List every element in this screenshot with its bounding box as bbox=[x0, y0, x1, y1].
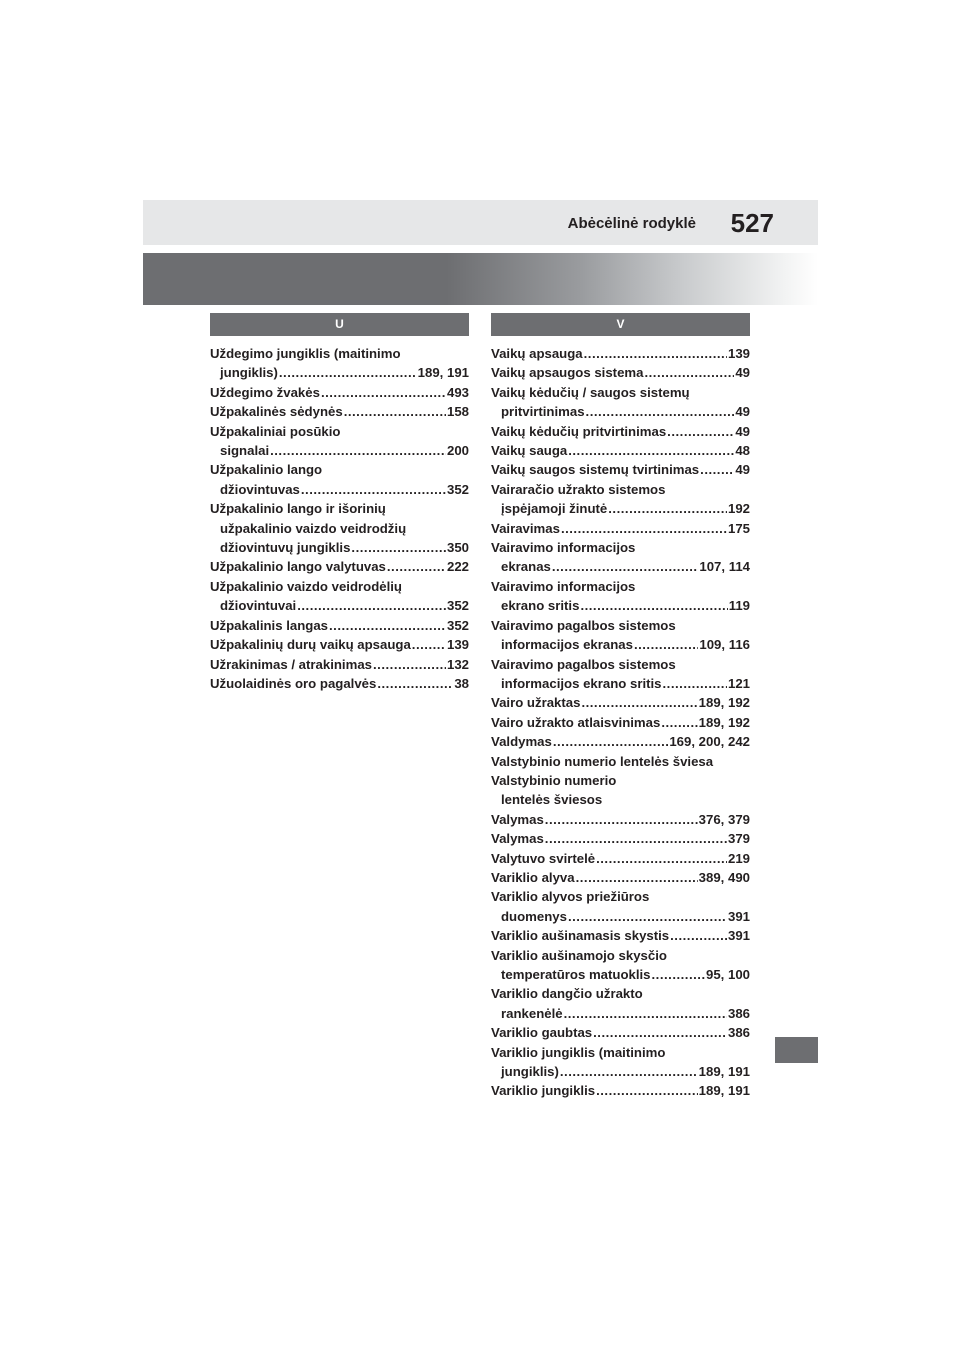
index-entry-term: džiovintuvai bbox=[220, 598, 297, 614]
page-reference: 121 bbox=[727, 675, 750, 691]
index-entry bbox=[491, 829, 750, 848]
index-entry-line bbox=[491, 577, 750, 596]
index-entry-term: Užpakaliniai posūkio bbox=[210, 423, 341, 439]
index-entry-term: Užrakinimas / atrakinimas bbox=[210, 656, 372, 672]
index-entry-line bbox=[210, 538, 469, 557]
page-reference: 189, 191 bbox=[417, 365, 469, 381]
index-entry bbox=[491, 577, 750, 616]
index-entry-term: jungiklis) bbox=[501, 1064, 559, 1080]
index-entry-line bbox=[491, 344, 750, 363]
index-entry-term: Variklio gaubtas bbox=[491, 1025, 593, 1041]
index-entry-line bbox=[491, 519, 750, 538]
index-entry-line bbox=[491, 1062, 750, 1081]
page-reference: 219 bbox=[727, 850, 750, 866]
index-entry-term: Valstybinio numerio lentelės šviesa bbox=[491, 753, 714, 769]
index-entry-line bbox=[491, 732, 750, 751]
page-reference: 139 bbox=[727, 346, 750, 361]
index-entry bbox=[491, 363, 750, 382]
index-entry-line bbox=[210, 422, 469, 441]
index-entry bbox=[210, 344, 469, 383]
index-column-v bbox=[491, 313, 750, 1101]
dot-leader bbox=[568, 907, 727, 926]
index-entry-term: Užpakalinio lango valytuvas bbox=[210, 559, 386, 575]
page-reference: 352 bbox=[446, 617, 469, 633]
index-entry-line bbox=[210, 635, 469, 654]
page-reference: 49 bbox=[735, 462, 750, 478]
index-entry-term: Variklio jungiklis bbox=[491, 1083, 596, 1099]
index-entry-line bbox=[491, 887, 750, 906]
dot-leader bbox=[412, 635, 446, 654]
index-entry-term: Vairo užrakto atlaisvinimas bbox=[491, 714, 661, 730]
index-entry-term: Uždegimo žvakės bbox=[210, 384, 320, 400]
page-reference: 109, 116 bbox=[699, 637, 750, 653]
index-entry bbox=[491, 519, 750, 538]
index-entry-line bbox=[210, 519, 469, 538]
dot-leader bbox=[387, 557, 446, 576]
index-entry-line bbox=[210, 460, 469, 479]
index-entry-term: Vairavimo pagalbos sistemos bbox=[491, 656, 676, 672]
index-entry bbox=[210, 422, 469, 461]
page-reference: 175 bbox=[727, 520, 750, 536]
index-entry-term: Vaikų apsaugos sistema bbox=[491, 365, 644, 381]
index-entry bbox=[491, 344, 750, 363]
index-entry-line bbox=[491, 635, 750, 654]
index-entry-line bbox=[210, 402, 469, 421]
dot-leader bbox=[584, 344, 727, 363]
index-entry-line bbox=[491, 460, 750, 479]
index-entry bbox=[491, 538, 750, 577]
index-entry-term: informacijos ekrano sritis bbox=[501, 675, 662, 691]
dot-leader bbox=[552, 557, 699, 576]
index-entry-term: Variklio dangčio užrakto bbox=[491, 986, 643, 1002]
index-entry bbox=[491, 480, 750, 519]
dot-leader bbox=[580, 596, 727, 615]
page-reference: 389, 490 bbox=[698, 869, 750, 885]
dot-leader bbox=[634, 635, 698, 654]
dot-leader bbox=[377, 674, 453, 693]
index-entry-term: Vaikų sauga bbox=[491, 443, 568, 459]
page-reference: 169, 200, 242 bbox=[669, 734, 750, 750]
index-entry-line bbox=[491, 422, 750, 441]
index-entry-line bbox=[491, 363, 750, 382]
index-entry bbox=[491, 752, 750, 771]
section-gradient-band bbox=[143, 253, 818, 305]
page-reference: 119 bbox=[728, 598, 750, 614]
index-entry-term: jungiklis) bbox=[220, 365, 278, 381]
index-entry-line bbox=[210, 441, 469, 460]
page-reference: 200 bbox=[446, 443, 469, 459]
index-entry-line bbox=[491, 1043, 750, 1062]
index-entry bbox=[210, 577, 469, 616]
index-entry-line bbox=[491, 868, 750, 887]
index-entry bbox=[491, 713, 750, 732]
index-entry-term: Užpakalinio lango ir išorinių bbox=[210, 501, 386, 517]
index-entry-line bbox=[491, 713, 750, 732]
index-entry-term: Valymas bbox=[491, 811, 544, 827]
index-entry-term: temperatūros matuoklis bbox=[501, 967, 651, 982]
index-entry-line bbox=[210, 596, 469, 615]
index-entry-term: Vairo užraktas bbox=[491, 695, 581, 711]
letter-heading-u: U bbox=[210, 313, 469, 336]
index-entry bbox=[491, 693, 750, 712]
index-entry bbox=[491, 1081, 750, 1100]
index-entry-term: Variklio jungiklis (maitinimo bbox=[491, 1044, 666, 1060]
index-entry bbox=[491, 460, 750, 479]
index-entry-line bbox=[491, 790, 750, 809]
index-entry bbox=[491, 383, 750, 422]
index-entry-line bbox=[491, 926, 750, 945]
index-entry-line bbox=[491, 557, 750, 576]
index-entry bbox=[210, 674, 469, 693]
index-entry-term: Vaikų apsauga bbox=[491, 346, 583, 361]
dot-leader bbox=[652, 965, 706, 984]
index-entry-term: pritvirtinimas bbox=[501, 404, 585, 420]
dot-leader bbox=[568, 441, 734, 460]
page-reference: 222 bbox=[446, 559, 469, 575]
index-entry bbox=[491, 1043, 750, 1082]
dot-leader bbox=[553, 732, 668, 751]
page-reference: 189, 192 bbox=[698, 695, 750, 711]
dot-leader bbox=[670, 926, 727, 945]
index-entry bbox=[210, 402, 469, 421]
index-entry-term: Uždegimo jungiklis (maitinimo bbox=[210, 346, 401, 361]
index-entry-term: Užpakalinis langas bbox=[210, 617, 328, 633]
letter-heading-v: V bbox=[491, 313, 750, 336]
index-entry-line bbox=[491, 693, 750, 712]
index-entry bbox=[210, 383, 469, 402]
page-reference: 352 bbox=[446, 598, 469, 614]
page-reference: 189, 191 bbox=[698, 1064, 750, 1080]
dot-leader bbox=[667, 422, 734, 441]
page-reference: 376, 379 bbox=[698, 811, 750, 827]
index-entry-term: Variklio alyva bbox=[491, 869, 575, 885]
page-reference: 107, 114 bbox=[699, 559, 750, 575]
index-entry-term: Užpakalinės sėdynės bbox=[210, 404, 343, 420]
index-entry bbox=[491, 441, 750, 460]
dot-leader bbox=[344, 402, 446, 421]
index-entry-line bbox=[210, 616, 469, 635]
index-entry-term: ekrano sritis bbox=[501, 598, 580, 614]
dot-leader bbox=[586, 402, 735, 421]
index-entry bbox=[491, 849, 750, 868]
index-entry bbox=[491, 616, 750, 655]
dot-leader bbox=[373, 655, 446, 674]
dot-leader bbox=[596, 849, 727, 868]
index-entry bbox=[491, 771, 750, 810]
index-entry-term: Valstybinio numerio bbox=[491, 772, 617, 788]
dot-leader bbox=[661, 713, 697, 732]
index-entry-term: Vairavimo pagalbos sistemos bbox=[491, 617, 676, 633]
dot-leader bbox=[329, 616, 446, 635]
index-entry-term: įspėjamoji žinutė bbox=[501, 501, 608, 517]
dot-leader bbox=[301, 480, 446, 499]
index-entry-term: Vaikų saugos sistemų tvirtinimas bbox=[491, 462, 700, 478]
index-entry-term: Vairavimo informacijos bbox=[491, 540, 636, 556]
page-reference: 391 bbox=[727, 928, 750, 944]
index-entry-term: Užpakalinio vaizdo veidrodėlių bbox=[210, 578, 402, 594]
index-entry-term: Variklio aušinamojo skysčio bbox=[491, 947, 667, 963]
index-entry-line bbox=[491, 1004, 750, 1023]
index-entry-term: Valdymas bbox=[491, 734, 552, 750]
dot-leader bbox=[270, 441, 446, 460]
index-entry-line bbox=[210, 344, 469, 363]
index-entry-term: ekranas bbox=[501, 559, 551, 575]
index-entry-line bbox=[210, 655, 469, 674]
page-reference: 352 bbox=[446, 481, 469, 497]
index-entry-term: Užuolaidinės oro pagalvės bbox=[210, 675, 377, 691]
index-entry-term: Vairaračio užrakto sistemos bbox=[491, 481, 666, 497]
page-reference: 386 bbox=[727, 1025, 750, 1041]
dot-leader bbox=[545, 829, 727, 848]
index-entry-term: Vaikų kėdučių pritvirtinimas bbox=[491, 423, 667, 439]
index-entry-term: džiovintuvų jungiklis bbox=[220, 540, 351, 556]
page-header bbox=[143, 200, 818, 245]
index-column-u bbox=[210, 313, 469, 693]
index-entry bbox=[491, 655, 750, 694]
page-reference: 48 bbox=[735, 443, 750, 459]
index-entry bbox=[491, 887, 750, 926]
index-entry-term: Variklio aušinamasis skystis bbox=[491, 928, 670, 944]
index-entry-line bbox=[491, 441, 750, 460]
page-reference: 38 bbox=[454, 675, 469, 691]
index-entry-term: Vairavimo informacijos bbox=[491, 578, 636, 594]
page-reference: 350 bbox=[446, 540, 469, 556]
page-header-title: Abėcėlinė rodyklė bbox=[567, 215, 696, 232]
page-reference: 49 bbox=[735, 404, 750, 420]
index-entry-line bbox=[491, 480, 750, 499]
index-entry-line bbox=[491, 674, 750, 693]
dot-leader bbox=[593, 1023, 727, 1042]
index-entry-term: duomenys bbox=[501, 908, 567, 924]
index-entry-term: informacijos ekranas bbox=[501, 637, 633, 653]
index-entry-term: Vaikų kėdučių / saugos sistemų bbox=[491, 384, 690, 400]
index-entries-u bbox=[210, 344, 469, 693]
index-entry bbox=[491, 926, 750, 945]
thumb-index-tab bbox=[775, 1037, 818, 1063]
index-entry-term: signalai bbox=[220, 443, 270, 459]
page-reference: 493 bbox=[446, 384, 469, 400]
index-entry-line bbox=[210, 499, 469, 518]
dot-leader bbox=[564, 1004, 727, 1023]
index-entry-line bbox=[491, 829, 750, 848]
index-entry-line bbox=[491, 499, 750, 518]
index-entry-line bbox=[210, 480, 469, 499]
index-entry-term: Variklio alyvos priežiūros bbox=[491, 889, 650, 905]
index-entry-line bbox=[210, 557, 469, 576]
dot-leader bbox=[545, 810, 698, 829]
index-entry-term: Užpakalinio lango bbox=[210, 462, 323, 478]
index-entry bbox=[210, 655, 469, 674]
index-entry-term: Valytuvo svirtelė bbox=[491, 850, 596, 866]
dot-leader bbox=[576, 868, 698, 887]
page-reference: 49 bbox=[735, 365, 750, 381]
dot-leader bbox=[663, 674, 727, 693]
index-entry-line bbox=[210, 674, 469, 693]
index-entry bbox=[491, 946, 750, 985]
dot-leader bbox=[596, 1081, 698, 1100]
index-entry-line bbox=[491, 810, 750, 829]
index-entry-line bbox=[210, 383, 469, 402]
index-entry-line bbox=[491, 771, 750, 790]
index-entry bbox=[210, 635, 469, 654]
index-entry-line bbox=[491, 1023, 750, 1042]
index-entry bbox=[491, 984, 750, 1023]
page-reference: 192 bbox=[727, 501, 750, 517]
index-entry-line bbox=[491, 655, 750, 674]
index-entry-line bbox=[491, 907, 750, 926]
index-entry bbox=[491, 810, 750, 829]
index-entry-line bbox=[491, 965, 750, 984]
index-entry-line bbox=[491, 538, 750, 557]
dot-leader bbox=[700, 460, 734, 479]
index-entry-term: rankenėlė bbox=[501, 1005, 563, 1021]
page-reference: 386 bbox=[727, 1005, 750, 1021]
dot-leader bbox=[644, 363, 734, 382]
index-entry-line bbox=[491, 752, 750, 771]
index-entry-term: džiovintuvas bbox=[220, 481, 300, 497]
index-entries-v bbox=[491, 344, 750, 1101]
dot-leader bbox=[608, 499, 727, 518]
page-reference: 189, 192 bbox=[698, 714, 750, 730]
index-entry-line bbox=[491, 383, 750, 402]
index-entry bbox=[210, 616, 469, 635]
index-entry-line bbox=[491, 596, 750, 615]
index-entry-term: lentelės šviesos bbox=[501, 792, 603, 808]
dot-leader bbox=[321, 383, 446, 402]
dot-leader bbox=[297, 596, 446, 615]
index-entry bbox=[491, 868, 750, 887]
index-entry bbox=[491, 422, 750, 441]
index-entry bbox=[210, 460, 469, 499]
index-entry-line bbox=[491, 402, 750, 421]
dot-leader bbox=[561, 519, 727, 538]
dot-leader bbox=[581, 693, 697, 712]
index-entry bbox=[491, 732, 750, 751]
page-reference: 132 bbox=[446, 656, 469, 672]
dot-leader bbox=[351, 538, 446, 557]
dot-leader bbox=[560, 1062, 698, 1081]
index-entry bbox=[210, 557, 469, 576]
index-entry-line bbox=[491, 1081, 750, 1100]
index-entry bbox=[210, 499, 469, 557]
index-entry-line bbox=[491, 849, 750, 868]
index-entry bbox=[491, 1023, 750, 1042]
index-entry-term: Vairavimas bbox=[491, 520, 560, 536]
page-reference: 95, 100 bbox=[706, 967, 750, 982]
index-entry-line bbox=[491, 946, 750, 965]
page-reference: 139 bbox=[446, 637, 469, 653]
dot-leader bbox=[279, 363, 417, 382]
page-reference: 189, 191 bbox=[698, 1083, 750, 1099]
page-number: 527 bbox=[730, 208, 774, 238]
index-entry-line bbox=[210, 363, 469, 382]
page-reference: 158 bbox=[446, 404, 469, 420]
index-entry-line bbox=[210, 577, 469, 596]
page-reference: 379 bbox=[727, 831, 750, 847]
index-entry-term: užpakalinio vaizdo veidrodžių bbox=[220, 520, 407, 536]
index-entry-term: Valymas bbox=[491, 831, 544, 847]
index-entry-term: Užpakalinių durų vaikų apsauga bbox=[210, 637, 411, 653]
page-reference: 49 bbox=[735, 423, 750, 439]
index-entry-line bbox=[491, 616, 750, 635]
page-reference: 391 bbox=[727, 908, 750, 924]
index-entry-line bbox=[491, 984, 750, 1003]
